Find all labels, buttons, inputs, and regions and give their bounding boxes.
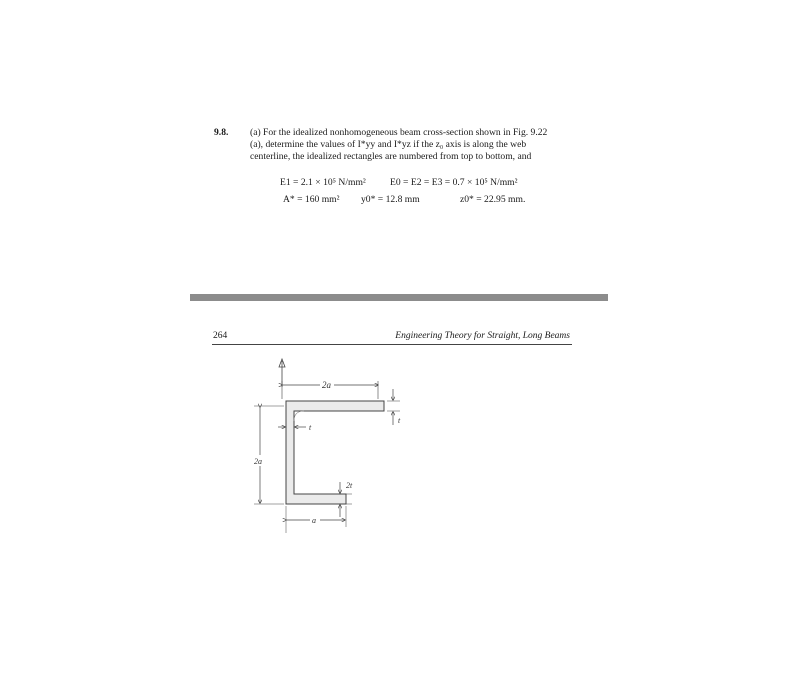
label-top-width: 2a: [322, 380, 331, 390]
inner-fillet: [294, 411, 304, 421]
problem-statement: [214, 127, 559, 163]
equation-e1: E1 = 2.1 × 10⁵ N/mm²: [280, 177, 366, 188]
label-web-thickness: t: [309, 423, 312, 432]
problem-number: 9.8.: [214, 127, 229, 138]
page-number: 264: [213, 331, 228, 341]
problem-line-2: (a), determine the values of I*yy and I*yz if the z₀ axis is along the web: [250, 139, 527, 150]
page-divider: [190, 294, 608, 301]
problem-line-3: centerline, the idealized rectangles are numbered from top to bottom, and: [250, 151, 532, 162]
equation-z0: z0* = 22.95 mm.: [460, 194, 526, 205]
equation-y0: y0* = 12.8 mm: [361, 194, 420, 205]
label-top-thickness: t: [398, 416, 401, 425]
label-bottom-width: a: [312, 516, 316, 525]
label-bottom-thickness: 2t: [346, 481, 353, 490]
header-rule: [212, 344, 572, 345]
equation-area: A* = 160 mm²: [283, 194, 340, 205]
bottom-width-dimension: [286, 506, 346, 533]
height-dimension: [253, 406, 284, 504]
running-head: Engineering Theory for Straight, Long Beams: [395, 331, 570, 341]
web-thickness-dimension: [278, 423, 312, 432]
problem-line-1: (a) For the idealized nonhomogeneous beam cross-section shown in Fig. 9.22: [250, 127, 548, 138]
label-height: 2a: [254, 457, 262, 466]
top-width-dimension: [282, 379, 378, 399]
equation-e-rest: E0 = E2 = E3 = 0.7 × 10⁵ N/mm²: [390, 177, 518, 188]
channel-outline: [286, 401, 384, 504]
channel-section-figure: [248, 355, 408, 540]
top-thickness-dimension: [387, 389, 401, 425]
